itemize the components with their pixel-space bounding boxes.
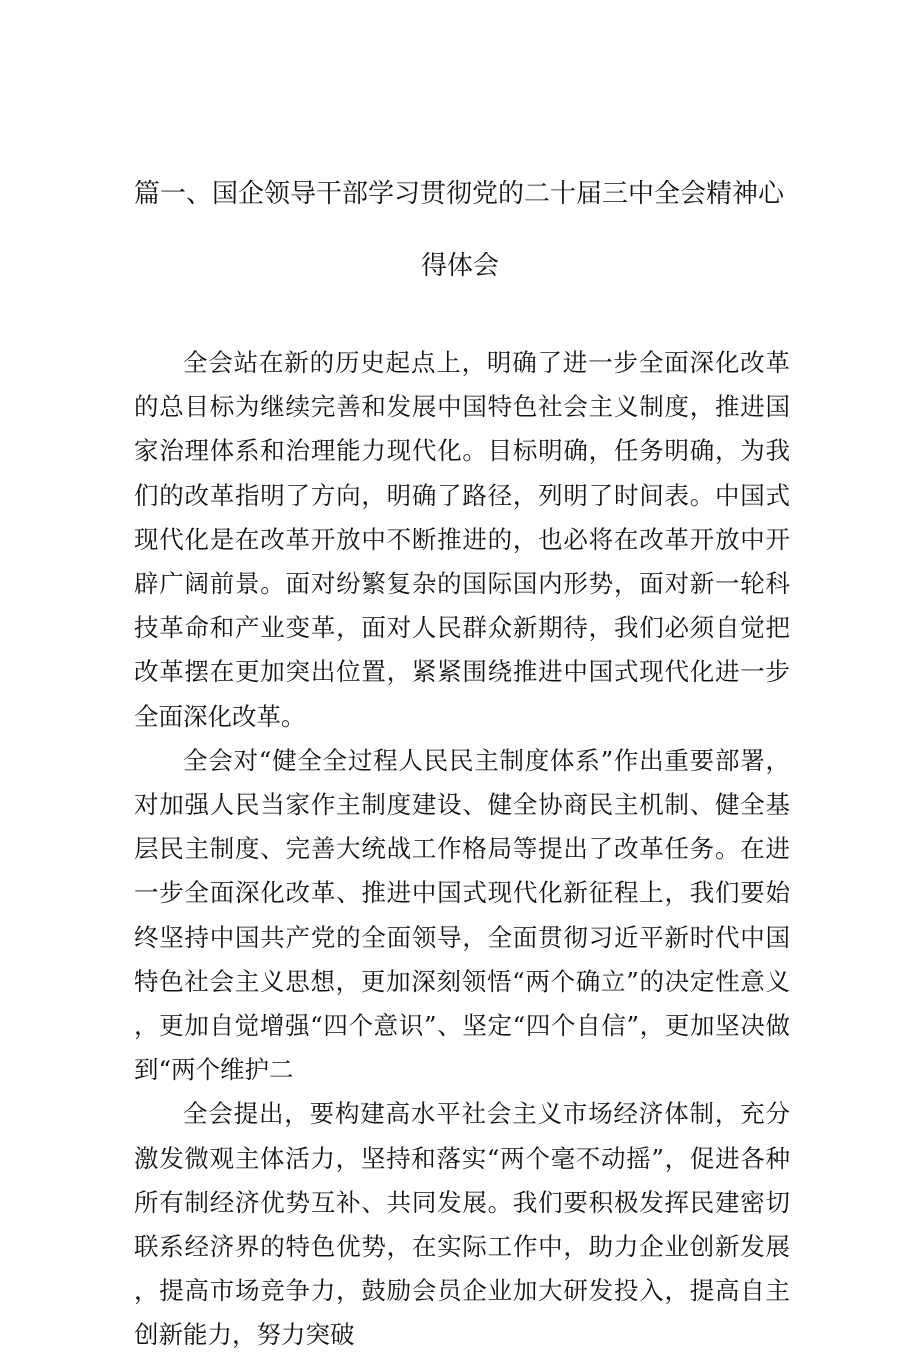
document-title-line-2: 得体会 — [420, 251, 499, 281]
paragraph-1: 全会站在新的历史起点上，明确了进一步全面深化改革的总目标为继续完善和发展中国特色社会主义制度，推进国家治理体系和治理能力现代化。目标明确，任务明确，为我们的改革指明了方向，明确了路径，列明了时间表。中国式现代化是在改革开放中不断推进的，也必将在改革开放中开辟广阔前景。面对纷繁复杂的国际国内形势，面对新一轮科技革命和产业变革，面对人民群众新期待，我们必须自觉把改革摆在更加突出位置，紧紧围绕推进中国式现代化进一步全面深化改革。 — [134, 348, 790, 731]
document-body — [134, 341, 790, 1358]
paragraph-2: 全会对“健全全过程人民民主制度体系”作出重要部署，对加强人民当家作主制度建设、健全协商民主机制、健全基层民主制度、完善大统战工作格局等提出了改革任务。在进一步全面深化改革、推进中国式现代化新征程上，我们要始终坚持中国共产党的全面领导，全面贯彻习近平新时代中国特色社会主义思想，更加深刻领悟“两个确立”的决定性意义，更加自觉增强“四个意识”、坚定“四个自信”，更加坚决做到“两个维护二 — [134, 745, 790, 1085]
document-title-line-1: 篇一、国企领导干部学习贯彻党的二十届三中全会精神心 — [134, 179, 785, 209]
paragraph-3: 全会提出，要构建高水平社会主义市场经济体制，充分激发微观主体活力，坚持和落实“两个毫不动摇”，促进各种所有制经济优势互补、共同发展。我们要积极发挥民建密切联系经济界的特色优势，在实际工作中，助力企业创新发展，提高市场竞争力，鼓励会员企业加大研发投入，提高自主创新能力，努力突破 — [134, 1099, 790, 1350]
